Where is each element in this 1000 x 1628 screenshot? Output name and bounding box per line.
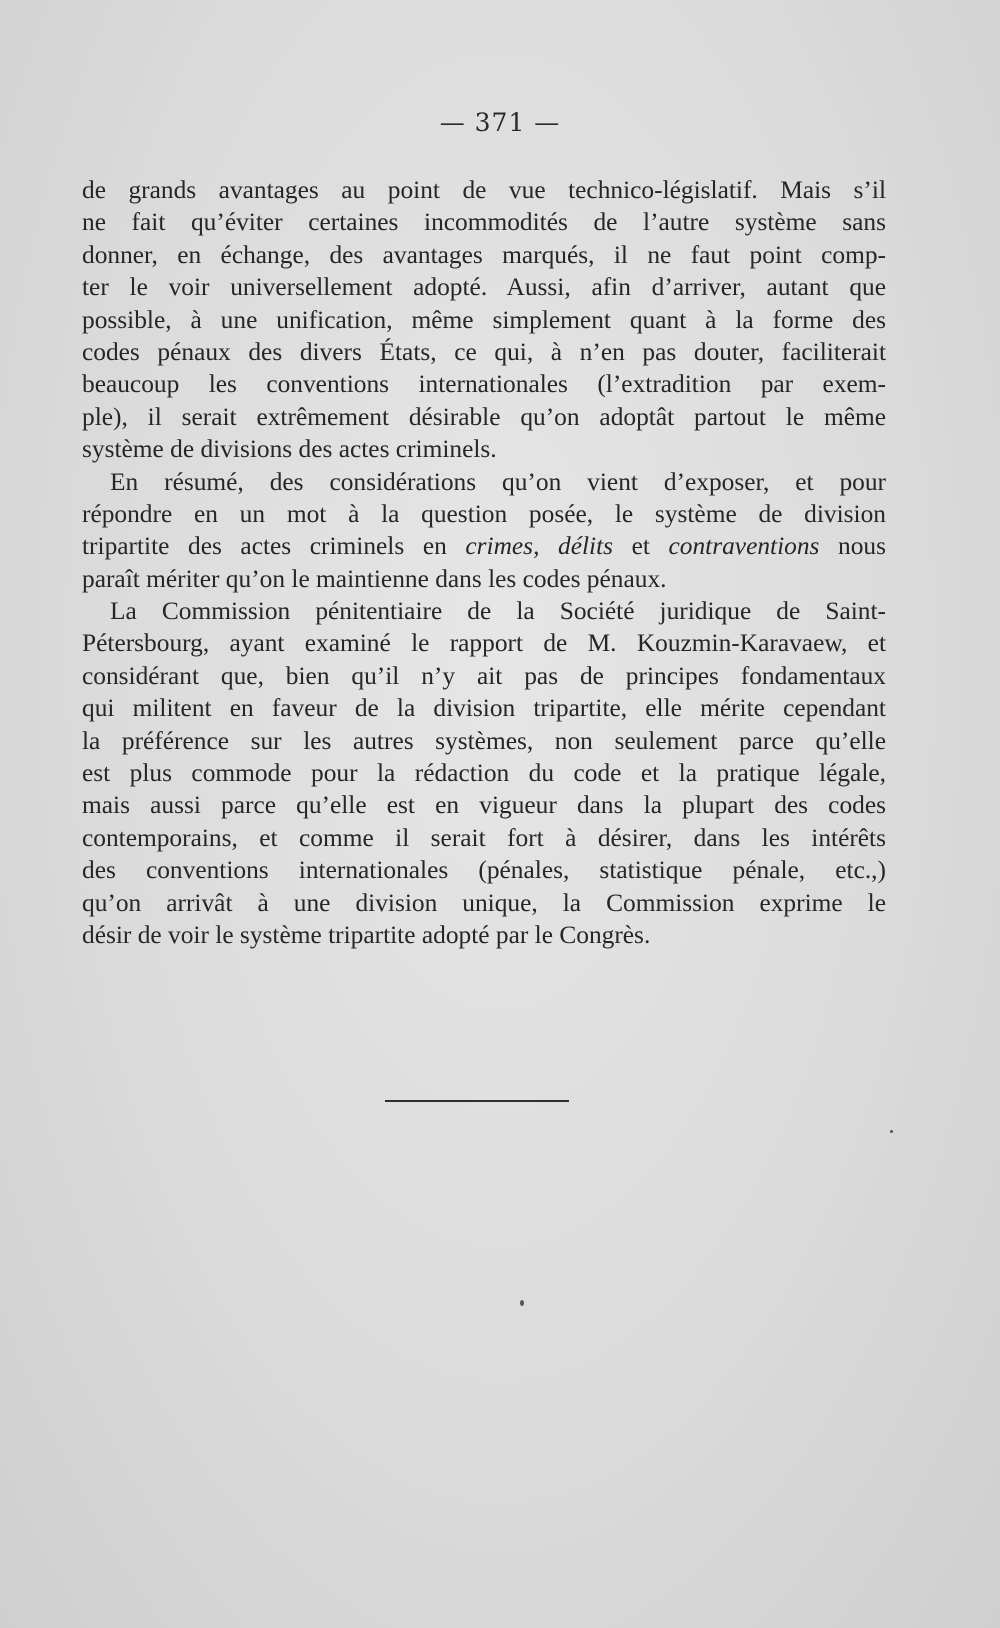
body-text: [82, 174, 886, 951]
italic-term-contraventions: contraventions: [668, 532, 820, 561]
text-line: désir de voir le système tripartite adopté par le Congrès.: [82, 920, 651, 949]
text-line: ter le voir universellement adopté. Aussi, afin d’arriver, autant que: [82, 273, 886, 302]
section-divider-rule: [385, 1100, 569, 1102]
text-line: considérant que, bien qu’il n’y ait pas de principes fondamentaux: [82, 661, 886, 690]
text-line: de grands avantages au point de vue technico-législatif. Mais s’il: [82, 176, 886, 204]
text-line: beaucoup les conventions internationales (l’extradition par exem-: [82, 370, 886, 399]
text-segment: et: [613, 532, 669, 561]
text-line: est plus commode pour la rédaction du code et la pratique légale,: [82, 759, 886, 788]
text-line: En résumé, des considérations qu’on vient d’exposer, et pour: [110, 467, 886, 496]
text-line: la préférence sur les autres systèmes, non seulement parce qu’elle: [82, 726, 886, 755]
text-segment: nous: [819, 532, 886, 561]
text-line: ple), il serait extrêmement désirable qu’on adoptât partout le même: [82, 402, 886, 431]
text-line: des conventions internationales (pénales, statistique pénale, etc.,): [82, 856, 886, 885]
paper-speck: [890, 1130, 893, 1133]
text-line-italic: [82, 530, 886, 562]
text-line: paraît mériter qu’on le maintienne dans les codes pénaux.: [82, 564, 667, 593]
text-line: contemporains, et comme il serait fort à désirer, dans les intérêts: [82, 823, 886, 852]
text-line: codes pénaux des divers États, ce qui, à n’en pas douter, faciliterait: [82, 337, 886, 366]
text-line: qui militent en faveur de la division tripartite, elle mérite cependant: [82, 694, 886, 723]
text-line: ne fait qu’éviter certaines incommodités de l’autre système sans: [82, 208, 886, 237]
text-line: qu’on arrivât à une division unique, la Commission exprime le: [82, 888, 886, 917]
text-line: répondre en un mot à la question posée, le système de division: [82, 499, 886, 528]
text-segment: tripartite des actes criminels en: [82, 532, 466, 561]
text-line: Pétersbourg, ayant examiné le rapport de M. Kouzmin-Karavaew, et: [82, 629, 886, 658]
italic-term-crimes-delits: crimes, délits: [465, 532, 614, 561]
text-line: possible, à une unification, même simplement quant à la forme des: [82, 305, 886, 334]
paper-speck: [520, 1300, 524, 1306]
text-line: mais aussi parce qu’elle est en vigueur dans la plupart des codes: [82, 791, 886, 820]
text-line: système de divisions des actes criminels.: [82, 435, 497, 464]
text-line: La Commission pénitentiaire de la Société juridique de Saint-: [110, 597, 886, 626]
text-line: donner, en échange, des avantages marqués, il ne faut point comp-: [82, 240, 886, 269]
page-number: — 371 —: [439, 108, 561, 137]
